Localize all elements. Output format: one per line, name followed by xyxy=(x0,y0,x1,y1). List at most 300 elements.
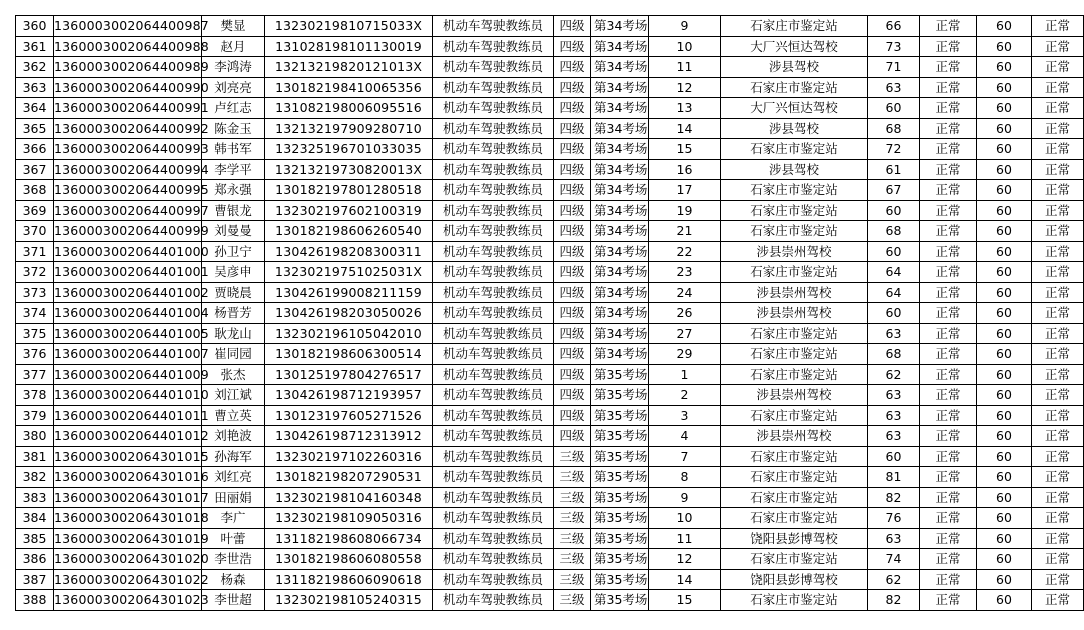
theory-score-cell: 68 xyxy=(868,344,920,365)
candidate-id-cell: 1360003002064301015 xyxy=(54,446,202,467)
candidate-id-cell: 1360003002064301016 xyxy=(54,467,202,488)
occupation-cell: 机动车驾驶教练员 xyxy=(433,221,554,242)
theory-score-cell: 64 xyxy=(868,262,920,283)
practical-status-cell: 正常 xyxy=(1032,569,1084,590)
seq-cell: 376 xyxy=(16,344,54,365)
table-row xyxy=(16,241,1084,262)
occupation-cell: 机动车驾驶教练员 xyxy=(433,139,554,160)
unit-cell: 石家庄市鉴定站 xyxy=(721,180,868,201)
table-row xyxy=(16,364,1084,385)
candidate-id-cell: 1360003002064401001 xyxy=(54,262,202,283)
seat-cell: 29 xyxy=(649,344,721,365)
level-cell: 三级 xyxy=(554,528,591,549)
unit-cell: 饶阳县彭博驾校 xyxy=(721,569,868,590)
theory-status-cell: 正常 xyxy=(920,508,977,529)
occupation-cell: 机动车驾驶教练员 xyxy=(433,241,554,262)
name-cell: 张杰 xyxy=(202,364,265,385)
theory-status-cell: 正常 xyxy=(920,159,977,180)
unit-cell: 大厂兴恒达驾校 xyxy=(721,98,868,119)
theory-status-cell: 正常 xyxy=(920,57,977,78)
occupation-cell: 机动车驾驶教练员 xyxy=(433,16,554,37)
seq-cell: 364 xyxy=(16,98,54,119)
candidate-id-cell: 1360003002064401004 xyxy=(54,303,202,324)
exam-room-cell: 第34考场 xyxy=(591,36,649,57)
theory-score-cell: 67 xyxy=(868,180,920,201)
name-cell: 吴彦申 xyxy=(202,262,265,283)
unit-cell: 石家庄市鉴定站 xyxy=(721,487,868,508)
practical-score-cell: 60 xyxy=(977,77,1032,98)
seat-cell: 7 xyxy=(649,446,721,467)
unit-cell: 涉县崇州驾校 xyxy=(721,385,868,406)
seq-cell: 362 xyxy=(16,57,54,78)
level-cell: 四级 xyxy=(554,77,591,98)
level-cell: 四级 xyxy=(554,405,591,426)
exam-room-cell: 第34考场 xyxy=(591,159,649,180)
unit-cell: 涉县驾校 xyxy=(721,57,868,78)
name-cell: 田丽娟 xyxy=(202,487,265,508)
practical-score-cell: 60 xyxy=(977,221,1032,242)
seat-cell: 24 xyxy=(649,282,721,303)
seq-cell: 381 xyxy=(16,446,54,467)
level-cell: 三级 xyxy=(554,467,591,488)
table-row xyxy=(16,590,1084,611)
practical-status-cell: 正常 xyxy=(1032,528,1084,549)
practical-status-cell: 正常 xyxy=(1032,118,1084,139)
practical-status-cell: 正常 xyxy=(1032,98,1084,119)
seq-cell: 365 xyxy=(16,118,54,139)
id-number-cell: 13230219810715033X xyxy=(265,16,433,37)
occupation-cell: 机动车驾驶教练员 xyxy=(433,180,554,201)
theory-score-cell: 66 xyxy=(868,16,920,37)
unit-cell: 石家庄市鉴定站 xyxy=(721,508,868,529)
seq-cell: 382 xyxy=(16,467,54,488)
unit-cell: 石家庄市鉴定站 xyxy=(721,467,868,488)
candidate-id-cell: 1360003002064401007 xyxy=(54,344,202,365)
occupation-cell: 机动车驾驶教练员 xyxy=(433,118,554,139)
practical-score-cell: 60 xyxy=(977,549,1032,570)
theory-status-cell: 正常 xyxy=(920,16,977,37)
unit-cell: 涉县崇州驾校 xyxy=(721,303,868,324)
id-number-cell: 132302198109050316 xyxy=(265,508,433,529)
practical-score-cell: 60 xyxy=(977,508,1032,529)
unit-cell: 石家庄市鉴定站 xyxy=(721,200,868,221)
exam-room-cell: 第35考场 xyxy=(591,467,649,488)
practical-status-cell: 正常 xyxy=(1032,590,1084,611)
seat-cell: 10 xyxy=(649,36,721,57)
exam-room-cell: 第34考场 xyxy=(591,118,649,139)
name-cell: 李广 xyxy=(202,508,265,529)
unit-cell: 石家庄市鉴定站 xyxy=(721,221,868,242)
table-row xyxy=(16,446,1084,467)
practical-status-cell: 正常 xyxy=(1032,139,1084,160)
candidate-id-cell: 1360003002064400993 xyxy=(54,139,202,160)
exam-room-cell: 第35考场 xyxy=(591,528,649,549)
candidate-id-cell: 1360003002064400988 xyxy=(54,36,202,57)
occupation-cell: 机动车驾驶教练员 xyxy=(433,487,554,508)
exam-room-cell: 第35考场 xyxy=(591,426,649,447)
table-row xyxy=(16,16,1084,37)
practical-status-cell: 正常 xyxy=(1032,200,1084,221)
name-cell: 刘红亮 xyxy=(202,467,265,488)
practical-score-cell: 60 xyxy=(977,405,1032,426)
theory-score-cell: 63 xyxy=(868,385,920,406)
occupation-cell: 机动车驾驶教练员 xyxy=(433,590,554,611)
unit-cell: 石家庄市鉴定站 xyxy=(721,446,868,467)
theory-score-cell: 68 xyxy=(868,118,920,139)
seat-cell: 11 xyxy=(649,528,721,549)
practical-status-cell: 正常 xyxy=(1032,180,1084,201)
level-cell: 四级 xyxy=(554,303,591,324)
seat-cell: 10 xyxy=(649,508,721,529)
practical-score-cell: 60 xyxy=(977,569,1032,590)
id-number-cell: 132302198104160348 xyxy=(265,487,433,508)
practical-score-cell: 60 xyxy=(977,180,1032,201)
level-cell: 四级 xyxy=(554,364,591,385)
name-cell: 曹银龙 xyxy=(202,200,265,221)
id-number-cell: 130182197801280518 xyxy=(265,180,433,201)
theory-score-cell: 60 xyxy=(868,200,920,221)
theory-score-cell: 60 xyxy=(868,98,920,119)
candidate-id-cell: 1360003002064400997 xyxy=(54,200,202,221)
practical-score-cell: 60 xyxy=(977,139,1032,160)
occupation-cell: 机动车驾驶教练员 xyxy=(433,426,554,447)
theory-score-cell: 72 xyxy=(868,139,920,160)
practical-score-cell: 60 xyxy=(977,303,1032,324)
results-table xyxy=(15,15,1084,611)
theory-status-cell: 正常 xyxy=(920,200,977,221)
unit-cell: 石家庄市鉴定站 xyxy=(721,364,868,385)
exam-room-cell: 第34考场 xyxy=(591,262,649,283)
practical-score-cell: 60 xyxy=(977,426,1032,447)
exam-room-cell: 第35考场 xyxy=(591,549,649,570)
seat-cell: 8 xyxy=(649,467,721,488)
seat-cell: 4 xyxy=(649,426,721,447)
candidate-id-cell: 1360003002064301017 xyxy=(54,487,202,508)
practical-status-cell: 正常 xyxy=(1032,221,1084,242)
practical-status-cell: 正常 xyxy=(1032,282,1084,303)
theory-status-cell: 正常 xyxy=(920,139,977,160)
practical-status-cell: 正常 xyxy=(1032,344,1084,365)
theory-score-cell: 60 xyxy=(868,446,920,467)
exam-room-cell: 第35考场 xyxy=(591,385,649,406)
name-cell: 崔同园 xyxy=(202,344,265,365)
unit-cell: 石家庄市鉴定站 xyxy=(721,139,868,160)
candidate-id-cell: 1360003002064400992 xyxy=(54,118,202,139)
exam-room-cell: 第34考场 xyxy=(591,16,649,37)
theory-score-cell: 62 xyxy=(868,364,920,385)
practical-status-cell: 正常 xyxy=(1032,446,1084,467)
exam-room-cell: 第35考场 xyxy=(591,508,649,529)
id-number-cell: 131182198608066734 xyxy=(265,528,433,549)
occupation-cell: 机动车驾驶教练员 xyxy=(433,446,554,467)
level-cell: 四级 xyxy=(554,16,591,37)
level-cell: 四级 xyxy=(554,36,591,57)
theory-score-cell: 63 xyxy=(868,323,920,344)
name-cell: 孙海军 xyxy=(202,446,265,467)
table-row xyxy=(16,569,1084,590)
exam-room-cell: 第34考场 xyxy=(591,57,649,78)
id-number-cell: 132325196701033035 xyxy=(265,139,433,160)
level-cell: 三级 xyxy=(554,487,591,508)
seq-cell: 383 xyxy=(16,487,54,508)
theory-score-cell: 63 xyxy=(868,77,920,98)
unit-cell: 石家庄市鉴定站 xyxy=(721,323,868,344)
level-cell: 四级 xyxy=(554,221,591,242)
level-cell: 四级 xyxy=(554,241,591,262)
seq-cell: 374 xyxy=(16,303,54,324)
theory-status-cell: 正常 xyxy=(920,98,977,119)
name-cell: 杨晋芳 xyxy=(202,303,265,324)
practical-score-cell: 60 xyxy=(977,364,1032,385)
theory-status-cell: 正常 xyxy=(920,241,977,262)
theory-score-cell: 82 xyxy=(868,590,920,611)
level-cell: 三级 xyxy=(554,549,591,570)
theory-status-cell: 正常 xyxy=(920,364,977,385)
occupation-cell: 机动车驾驶教练员 xyxy=(433,344,554,365)
seat-cell: 3 xyxy=(649,405,721,426)
name-cell: 曹立英 xyxy=(202,405,265,426)
exam-room-cell: 第34考场 xyxy=(591,323,649,344)
table-row xyxy=(16,405,1084,426)
name-cell: 李世超 xyxy=(202,590,265,611)
seat-cell: 26 xyxy=(649,303,721,324)
name-cell: 樊显 xyxy=(202,16,265,37)
id-number-cell: 130426198208300311 xyxy=(265,241,433,262)
exam-room-cell: 第34考场 xyxy=(591,180,649,201)
table-row xyxy=(16,487,1084,508)
table-row xyxy=(16,36,1084,57)
name-cell: 郑永强 xyxy=(202,180,265,201)
id-number-cell: 132302196105042010 xyxy=(265,323,433,344)
practical-score-cell: 60 xyxy=(977,344,1032,365)
theory-status-cell: 正常 xyxy=(920,426,977,447)
practical-status-cell: 正常 xyxy=(1032,159,1084,180)
seat-cell: 14 xyxy=(649,569,721,590)
id-number-cell: 131028198101130019 xyxy=(265,36,433,57)
practical-score-cell: 60 xyxy=(977,446,1032,467)
seq-cell: 368 xyxy=(16,180,54,201)
name-cell: 李鸿涛 xyxy=(202,57,265,78)
table-row xyxy=(16,344,1084,365)
id-number-cell: 130426198203050026 xyxy=(265,303,433,324)
level-cell: 四级 xyxy=(554,344,591,365)
exam-room-cell: 第35考场 xyxy=(591,405,649,426)
table-row xyxy=(16,118,1084,139)
unit-cell: 石家庄市鉴定站 xyxy=(721,344,868,365)
candidate-id-cell: 1360003002064400987 xyxy=(54,16,202,37)
theory-status-cell: 正常 xyxy=(920,180,977,201)
occupation-cell: 机动车驾驶教练员 xyxy=(433,262,554,283)
level-cell: 三级 xyxy=(554,569,591,590)
candidate-id-cell: 1360003002064401010 xyxy=(54,385,202,406)
id-number-cell: 132302197102260316 xyxy=(265,446,433,467)
practical-status-cell: 正常 xyxy=(1032,262,1084,283)
practical-status-cell: 正常 xyxy=(1032,508,1084,529)
exam-room-cell: 第35考场 xyxy=(591,590,649,611)
theory-score-cell: 73 xyxy=(868,36,920,57)
table-row xyxy=(16,200,1084,221)
table-row xyxy=(16,549,1084,570)
candidate-id-cell: 1360003002064400999 xyxy=(54,221,202,242)
theory-score-cell: 82 xyxy=(868,487,920,508)
table-row xyxy=(16,98,1084,119)
name-cell: 贾晓晨 xyxy=(202,282,265,303)
level-cell: 四级 xyxy=(554,57,591,78)
practical-status-cell: 正常 xyxy=(1032,549,1084,570)
seq-cell: 386 xyxy=(16,549,54,570)
level-cell: 三级 xyxy=(554,590,591,611)
exam-room-cell: 第34考场 xyxy=(591,282,649,303)
table-row xyxy=(16,385,1084,406)
unit-cell: 大厂兴恒达驾校 xyxy=(721,36,868,57)
practical-score-cell: 60 xyxy=(977,262,1032,283)
level-cell: 四级 xyxy=(554,139,591,160)
occupation-cell: 机动车驾驶教练员 xyxy=(433,528,554,549)
level-cell: 四级 xyxy=(554,282,591,303)
seat-cell: 16 xyxy=(649,159,721,180)
exam-room-cell: 第35考场 xyxy=(591,569,649,590)
name-cell: 刘艳波 xyxy=(202,426,265,447)
seq-cell: 378 xyxy=(16,385,54,406)
practical-status-cell: 正常 xyxy=(1032,57,1084,78)
theory-score-cell: 64 xyxy=(868,282,920,303)
candidate-id-cell: 1360003002064401005 xyxy=(54,323,202,344)
occupation-cell: 机动车驾驶教练员 xyxy=(433,57,554,78)
practical-status-cell: 正常 xyxy=(1032,36,1084,57)
candidate-id-cell: 1360003002064400990 xyxy=(54,77,202,98)
table-row xyxy=(16,139,1084,160)
occupation-cell: 机动车驾驶教练员 xyxy=(433,282,554,303)
seat-cell: 14 xyxy=(649,118,721,139)
occupation-cell: 机动车驾驶教练员 xyxy=(433,508,554,529)
practical-status-cell: 正常 xyxy=(1032,487,1084,508)
seat-cell: 21 xyxy=(649,221,721,242)
exam-room-cell: 第34考场 xyxy=(591,221,649,242)
theory-score-cell: 63 xyxy=(868,405,920,426)
seq-cell: 370 xyxy=(16,221,54,242)
table-row xyxy=(16,180,1084,201)
id-number-cell: 130182198606080558 xyxy=(265,549,433,570)
table-row xyxy=(16,77,1084,98)
id-number-cell: 130426198712193957 xyxy=(265,385,433,406)
theory-status-cell: 正常 xyxy=(920,405,977,426)
theory-score-cell: 62 xyxy=(868,569,920,590)
seq-cell: 377 xyxy=(16,364,54,385)
name-cell: 李世浩 xyxy=(202,549,265,570)
seat-cell: 9 xyxy=(649,16,721,37)
table-row xyxy=(16,508,1084,529)
id-number-cell: 130125197804276517 xyxy=(265,364,433,385)
name-cell: 刘亮亮 xyxy=(202,77,265,98)
theory-score-cell: 61 xyxy=(868,159,920,180)
candidate-id-cell: 1360003002064401000 xyxy=(54,241,202,262)
level-cell: 四级 xyxy=(554,200,591,221)
practical-status-cell: 正常 xyxy=(1032,385,1084,406)
occupation-cell: 机动车驾驶教练员 xyxy=(433,303,554,324)
name-cell: 韩书军 xyxy=(202,139,265,160)
candidate-id-cell: 1360003002064301022 xyxy=(54,569,202,590)
level-cell: 四级 xyxy=(554,98,591,119)
unit-cell: 涉县驾校 xyxy=(721,159,868,180)
practical-status-cell: 正常 xyxy=(1032,77,1084,98)
unit-cell: 涉县崇州驾校 xyxy=(721,241,868,262)
theory-status-cell: 正常 xyxy=(920,590,977,611)
theory-status-cell: 正常 xyxy=(920,262,977,283)
id-number-cell: 132132197909280710 xyxy=(265,118,433,139)
theory-score-cell: 71 xyxy=(868,57,920,78)
theory-score-cell: 63 xyxy=(868,426,920,447)
occupation-cell: 机动车驾驶教练员 xyxy=(433,36,554,57)
id-number-cell: 130182198606260540 xyxy=(265,221,433,242)
candidate-id-cell: 1360003002064400995 xyxy=(54,180,202,201)
table-row xyxy=(16,467,1084,488)
theory-status-cell: 正常 xyxy=(920,569,977,590)
occupation-cell: 机动车驾驶教练员 xyxy=(433,364,554,385)
exam-room-cell: 第34考场 xyxy=(591,200,649,221)
exam-room-cell: 第34考场 xyxy=(591,77,649,98)
theory-score-cell: 81 xyxy=(868,467,920,488)
theory-status-cell: 正常 xyxy=(920,36,977,57)
id-number-cell: 131082198006095516 xyxy=(265,98,433,119)
theory-status-cell: 正常 xyxy=(920,221,977,242)
candidate-id-cell: 1360003002064301018 xyxy=(54,508,202,529)
id-number-cell: 132302198105240315 xyxy=(265,590,433,611)
seq-cell: 366 xyxy=(16,139,54,160)
level-cell: 三级 xyxy=(554,508,591,529)
theory-score-cell: 76 xyxy=(868,508,920,529)
exam-room-cell: 第35考场 xyxy=(591,446,649,467)
seq-cell: 388 xyxy=(16,590,54,611)
id-number-cell: 130182198410065356 xyxy=(265,77,433,98)
level-cell: 四级 xyxy=(554,385,591,406)
exam-room-cell: 第35考场 xyxy=(591,487,649,508)
id-number-cell: 131182198606090618 xyxy=(265,569,433,590)
occupation-cell: 机动车驾驶教练员 xyxy=(433,159,554,180)
name-cell: 李学平 xyxy=(202,159,265,180)
practical-status-cell: 正常 xyxy=(1032,16,1084,37)
candidate-id-cell: 1360003002064400991 xyxy=(54,98,202,119)
name-cell: 刘曼曼 xyxy=(202,221,265,242)
seat-cell: 15 xyxy=(649,139,721,160)
theory-status-cell: 正常 xyxy=(920,77,977,98)
table-row xyxy=(16,528,1084,549)
candidate-id-cell: 1360003002064401002 xyxy=(54,282,202,303)
exam-room-cell: 第34考场 xyxy=(591,98,649,119)
seq-cell: 360 xyxy=(16,16,54,37)
practical-score-cell: 60 xyxy=(977,323,1032,344)
name-cell: 孙卫宁 xyxy=(202,241,265,262)
name-cell: 刘江斌 xyxy=(202,385,265,406)
candidate-id-cell: 1360003002064301023 xyxy=(54,590,202,611)
theory-score-cell: 74 xyxy=(868,549,920,570)
name-cell: 杨森 xyxy=(202,569,265,590)
occupation-cell: 机动车驾驶教练员 xyxy=(433,569,554,590)
seat-cell: 27 xyxy=(649,323,721,344)
seat-cell: 2 xyxy=(649,385,721,406)
theory-status-cell: 正常 xyxy=(920,344,977,365)
seat-cell: 17 xyxy=(649,180,721,201)
exam-room-cell: 第34考场 xyxy=(591,303,649,324)
seat-cell: 15 xyxy=(649,590,721,611)
id-number-cell: 130426198712313912 xyxy=(265,426,433,447)
level-cell: 四级 xyxy=(554,118,591,139)
unit-cell: 涉县崇州驾校 xyxy=(721,426,868,447)
name-cell: 陈金玉 xyxy=(202,118,265,139)
level-cell: 三级 xyxy=(554,446,591,467)
theory-status-cell: 正常 xyxy=(920,528,977,549)
unit-cell: 石家庄市鉴定站 xyxy=(721,16,868,37)
practical-score-cell: 60 xyxy=(977,590,1032,611)
